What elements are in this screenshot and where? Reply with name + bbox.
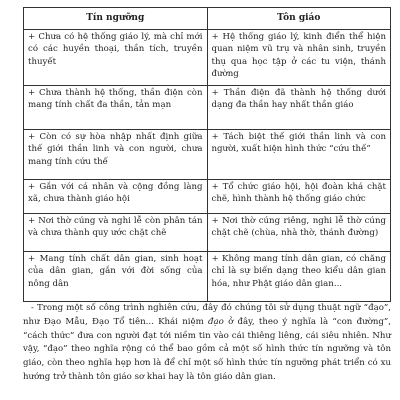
table-cell: + Không mang tính dân gian, có chăng chỉ là sự biến dạng theo kiểu dân gian hóa, như Phật giáo dân gian... [207, 252, 391, 302]
table-cell: + Chưa thành hệ thống, thần điện còn mang tính chất đa thần, tản mạn [24, 86, 208, 130]
table-cell: + Tách biệt thế giới thần linh và con người, xuất hiện hình thức “cứu thế” [207, 130, 391, 180]
comparison-table [23, 7, 391, 302]
table-row [24, 180, 391, 214]
table-cell: + Thần điện đã thành hệ thống dưới dạng đa thần hay nhất thần giáo [207, 86, 391, 130]
table-cell: + Nơi thờ cúng riêng, nghi lễ thờ cúng chặt chẽ (chùa, nhà thờ, thánh đường) [207, 214, 391, 252]
table-row [24, 86, 391, 130]
table-header-row [24, 8, 391, 30]
italic-term: đạo [208, 316, 224, 327]
table-row [24, 30, 391, 86]
table-cell: + Còn có sự hòa nhập nhất định giữa thế giới thần linh và con người, chưa mang tính cứu thế [24, 130, 208, 180]
table-cell: + Mang tính chất dân gian, sinh hoạt của dân gian, gắn với đời sống của nông dân [24, 252, 208, 302]
paragraph-text: - Trong một số công trình nghiên cứu, đây đó chúng tôi sử dụng thuật ngữ “đạo”, như Đạo Mẫu, Đạo Tổ tiên... Khái niệm [23, 303, 391, 327]
table-cell: + Tổ chức giáo hội, hội đoàn khá chặt chẽ, hình thành hệ thống giáo chức [207, 180, 391, 214]
table-row [24, 252, 391, 302]
table-row [24, 130, 391, 180]
table-cell: + Nơi thờ cúng và nghi lễ còn phân tán và chưa thành quy ước chặt chẽ [24, 214, 208, 252]
header-ton-giao: Tôn giáo [207, 8, 391, 30]
table-cell: + Chưa có hệ thống giáo lý, mà chỉ mới có các huyền thoại, thần tích, truyền thuyết [24, 30, 208, 86]
table-cell: + Hệ thống giáo lý, kinh điển thể hiện quan niệm vũ trụ và nhân sinh, truyền thụ qua học tập ở các tu viện, thánh đường [207, 30, 391, 86]
paragraph-text-continued: ở đây, theo ý nghĩa là “con đường”, “cách thức” đưa con người đạt tới niềm tin vào cái thiêng liêng, cái siêu nhiên. Như vậy, “đạo” theo nghĩa rộng có thể bao gồm cả một số hình thức tín ngưỡng và tôn giáo, còn theo nghĩa hẹp hơn là để chỉ một số hình thức tín ngưỡng phát triển có xu hướng trở thành tôn giáo sơ khai hay là tôn giáo dân gian. [23, 316, 391, 382]
table-row [24, 214, 391, 252]
table-cell: + Gắn với cá nhân và cộng đồng làng xã, chưa thành giáo hội [24, 180, 208, 214]
body-paragraph [23, 302, 391, 385]
header-tin-nguong: Tín ngưỡng [24, 8, 208, 30]
